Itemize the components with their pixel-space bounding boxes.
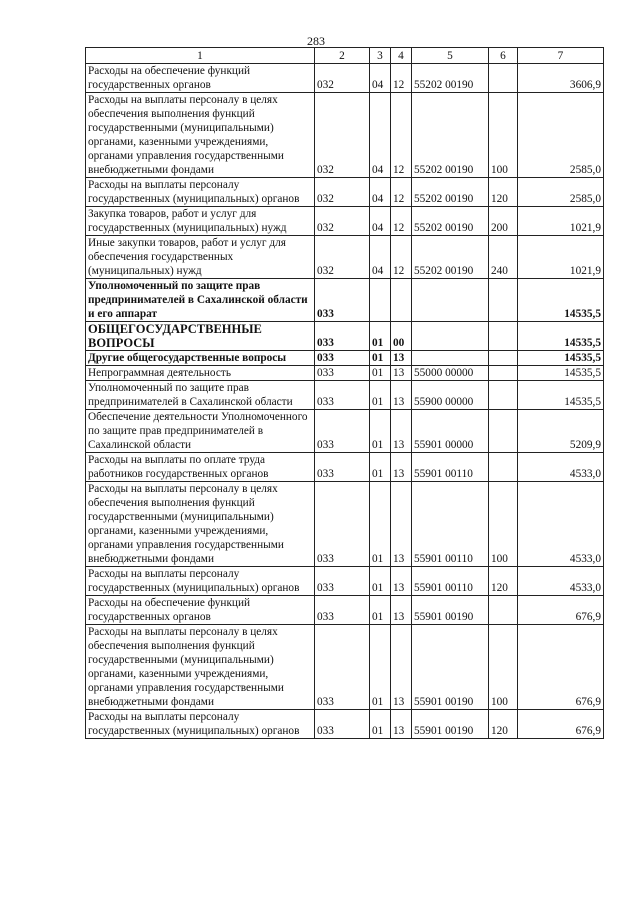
row-ministry-cell: 033 [315,596,370,625]
row-ministry-cell: 032 [315,236,370,279]
row-subsection-cell: 13 [391,410,412,453]
row-type-cell: 120 [489,567,518,596]
row-amount-cell: 1021,9 [518,207,604,236]
row-amount-cell: 14535,5 [518,279,604,322]
row-subsection-cell: 13 [391,366,412,381]
row-amount-cell: 14535,5 [518,351,604,366]
table-row [86,279,604,322]
header-col-7: 7 [518,48,604,64]
row-subsection-cell: 13 [391,453,412,482]
row-name-cell: Другие общегосударственные вопросы [86,351,315,366]
row-ministry-cell: 033 [315,710,370,739]
row-name-cell: Закупка товаров, работ и услуг для государственных (муниципальных) нужд [86,207,315,236]
row-amount-cell: 1021,9 [518,236,604,279]
table-row [86,322,604,351]
row-amount-cell: 676,9 [518,596,604,625]
table-row [86,93,604,178]
row-section-cell: 01 [370,625,391,710]
row-subsection-cell: 00 [391,322,412,351]
row-name-cell: Уполномоченный по защите прав предпринимателей в Сахалинской области [86,381,315,410]
row-target-cell: 55901 00110 [412,567,489,596]
row-name-cell: Расходы на выплаты персоналу государственных (муниципальных) органов [86,567,315,596]
row-subsection-cell: 12 [391,207,412,236]
row-ministry-cell: 033 [315,625,370,710]
row-target-cell: 55202 00190 [412,178,489,207]
row-section-cell: 04 [370,207,391,236]
row-amount-cell: 3606,9 [518,64,604,93]
header-col-5: 5 [412,48,489,64]
row-target-cell: 55901 00000 [412,410,489,453]
row-amount-cell: 2585,0 [518,93,604,178]
row-type-cell: 200 [489,207,518,236]
table-row [86,64,604,93]
header-col-4: 4 [391,48,412,64]
row-target-cell: 55901 00190 [412,596,489,625]
row-section-cell: 04 [370,93,391,178]
row-amount-cell: 14535,5 [518,381,604,410]
row-amount-cell: 4533,0 [518,453,604,482]
row-name-cell: Расходы на выплаты по оплате труда работников государственных органов [86,453,315,482]
row-type-cell [489,279,518,322]
row-target-cell: 55202 00190 [412,64,489,93]
row-name-cell: Расходы на обеспечение функций государственных органов [86,64,315,93]
row-subsection-cell: 13 [391,381,412,410]
row-type-cell [489,381,518,410]
row-type-cell [489,351,518,366]
table-row [86,410,604,453]
table-header-row [86,48,604,64]
header-col-2: 2 [315,48,370,64]
row-section-cell: 04 [370,236,391,279]
row-section-cell: 01 [370,366,391,381]
row-name-cell: Расходы на выплаты персоналу в целях обеспечения выполнения функций государственными (муниципальными) органами, казенными учреждениями, органами управления государственными внебюджетными фондами [86,482,315,567]
row-type-cell: 100 [489,625,518,710]
row-ministry-cell: 033 [315,366,370,381]
row-amount-cell: 676,9 [518,710,604,739]
row-ministry-cell: 032 [315,93,370,178]
row-section-cell: 01 [370,596,391,625]
row-target-cell: 55901 00110 [412,453,489,482]
row-section-cell: 01 [370,710,391,739]
row-subsection-cell: 13 [391,710,412,739]
row-section-cell: 04 [370,64,391,93]
table-row [86,482,604,567]
row-name-cell: Иные закупки товаров, работ и услуг для обеспечения государственных (муниципальных) нужд [86,236,315,279]
row-section-cell: 01 [370,567,391,596]
row-section-cell: 01 [370,410,391,453]
row-ministry-cell: 032 [315,64,370,93]
header-col-6: 6 [489,48,518,64]
row-subsection-cell: 13 [391,625,412,710]
header-col-3: 3 [370,48,391,64]
row-name-cell: ОБЩЕГОСУДАРСТВЕННЫЕ ВОПРОСЫ [86,322,315,351]
row-ministry-cell: 033 [315,279,370,322]
row-type-cell: 100 [489,93,518,178]
row-subsection-cell: 13 [391,482,412,567]
row-ministry-cell: 033 [315,322,370,351]
row-target-cell: 55901 00110 [412,482,489,567]
row-target-cell: 55202 00190 [412,93,489,178]
row-name-cell: Уполномоченный по защите прав предпринимателей в Сахалинской области и его аппарат [86,279,315,322]
row-type-cell [489,410,518,453]
row-section-cell: 01 [370,351,391,366]
row-target-cell: 55202 00190 [412,207,489,236]
row-ministry-cell: 033 [315,381,370,410]
row-target-cell: 55901 00190 [412,710,489,739]
table-row [86,567,604,596]
table-row [86,710,604,739]
row-ministry-cell: 033 [315,351,370,366]
row-name-cell: Непрограммная деятельность [86,366,315,381]
row-ministry-cell: 032 [315,178,370,207]
table-row [86,207,604,236]
row-type-cell: 120 [489,178,518,207]
row-amount-cell: 4533,0 [518,567,604,596]
row-type-cell [489,322,518,351]
row-target-cell [412,351,489,366]
row-type-cell [489,596,518,625]
row-type-cell [489,366,518,381]
row-section-cell: 01 [370,322,391,351]
row-section-cell [370,279,391,322]
row-target-cell: 55900 00000 [412,381,489,410]
row-target-cell: 55000 00000 [412,366,489,381]
row-subsection-cell [391,279,412,322]
row-section-cell: 01 [370,381,391,410]
table-row [86,236,604,279]
row-amount-cell: 14535,5 [518,366,604,381]
header-col-1: 1 [86,48,315,64]
row-amount-cell: 5209,9 [518,410,604,453]
row-type-cell: 120 [489,710,518,739]
row-section-cell: 01 [370,453,391,482]
row-ministry-cell: 033 [315,567,370,596]
row-section-cell: 01 [370,482,391,567]
row-subsection-cell: 12 [391,93,412,178]
page-number: 283 [307,34,325,48]
row-type-cell [489,64,518,93]
table-row [86,381,604,410]
row-name-cell: Расходы на выплаты персоналу государственных (муниципальных) органов [86,178,315,207]
row-ministry-cell: 033 [315,482,370,567]
row-subsection-cell: 12 [391,64,412,93]
row-amount-cell: 2585,0 [518,178,604,207]
row-target-cell [412,279,489,322]
row-target-cell: 55901 00190 [412,625,489,710]
row-amount-cell: 14535,5 [518,322,604,351]
table-body [86,64,604,739]
row-name-cell: Расходы на выплаты персоналу в целях обеспечения выполнения функций государственными (муниципальными) органами, казенными учреждениями, органами управления государственными внебюджетными фондами [86,93,315,178]
row-type-cell: 100 [489,482,518,567]
row-subsection-cell: 13 [391,351,412,366]
row-ministry-cell: 033 [315,453,370,482]
row-ministry-cell: 033 [315,410,370,453]
row-subsection-cell: 13 [391,596,412,625]
row-ministry-cell: 032 [315,207,370,236]
table-row [86,453,604,482]
row-amount-cell: 676,9 [518,625,604,710]
row-amount-cell: 4533,0 [518,482,604,567]
budget-table [85,47,604,739]
row-name-cell: Расходы на обеспечение функций государственных органов [86,596,315,625]
table-row [86,178,604,207]
row-subsection-cell: 12 [391,178,412,207]
table-row [86,596,604,625]
row-name-cell: Расходы на выплаты персоналу в целях обеспечения выполнения функций государственными (муниципальными) органами, казенными учреждениями, органами управления государственными внебюджетными фондами [86,625,315,710]
row-subsection-cell: 13 [391,567,412,596]
table-row [86,366,604,381]
row-target-cell [412,322,489,351]
row-type-cell [489,453,518,482]
row-name-cell: Расходы на выплаты персоналу государственных (муниципальных) органов [86,710,315,739]
row-type-cell: 240 [489,236,518,279]
table-row [86,625,604,710]
row-name-cell: Обеспечение деятельности Уполномоченного по защите прав предпринимателей в Сахалинской области [86,410,315,453]
row-section-cell: 04 [370,178,391,207]
table-row [86,351,604,366]
row-target-cell: 55202 00190 [412,236,489,279]
row-subsection-cell: 12 [391,236,412,279]
